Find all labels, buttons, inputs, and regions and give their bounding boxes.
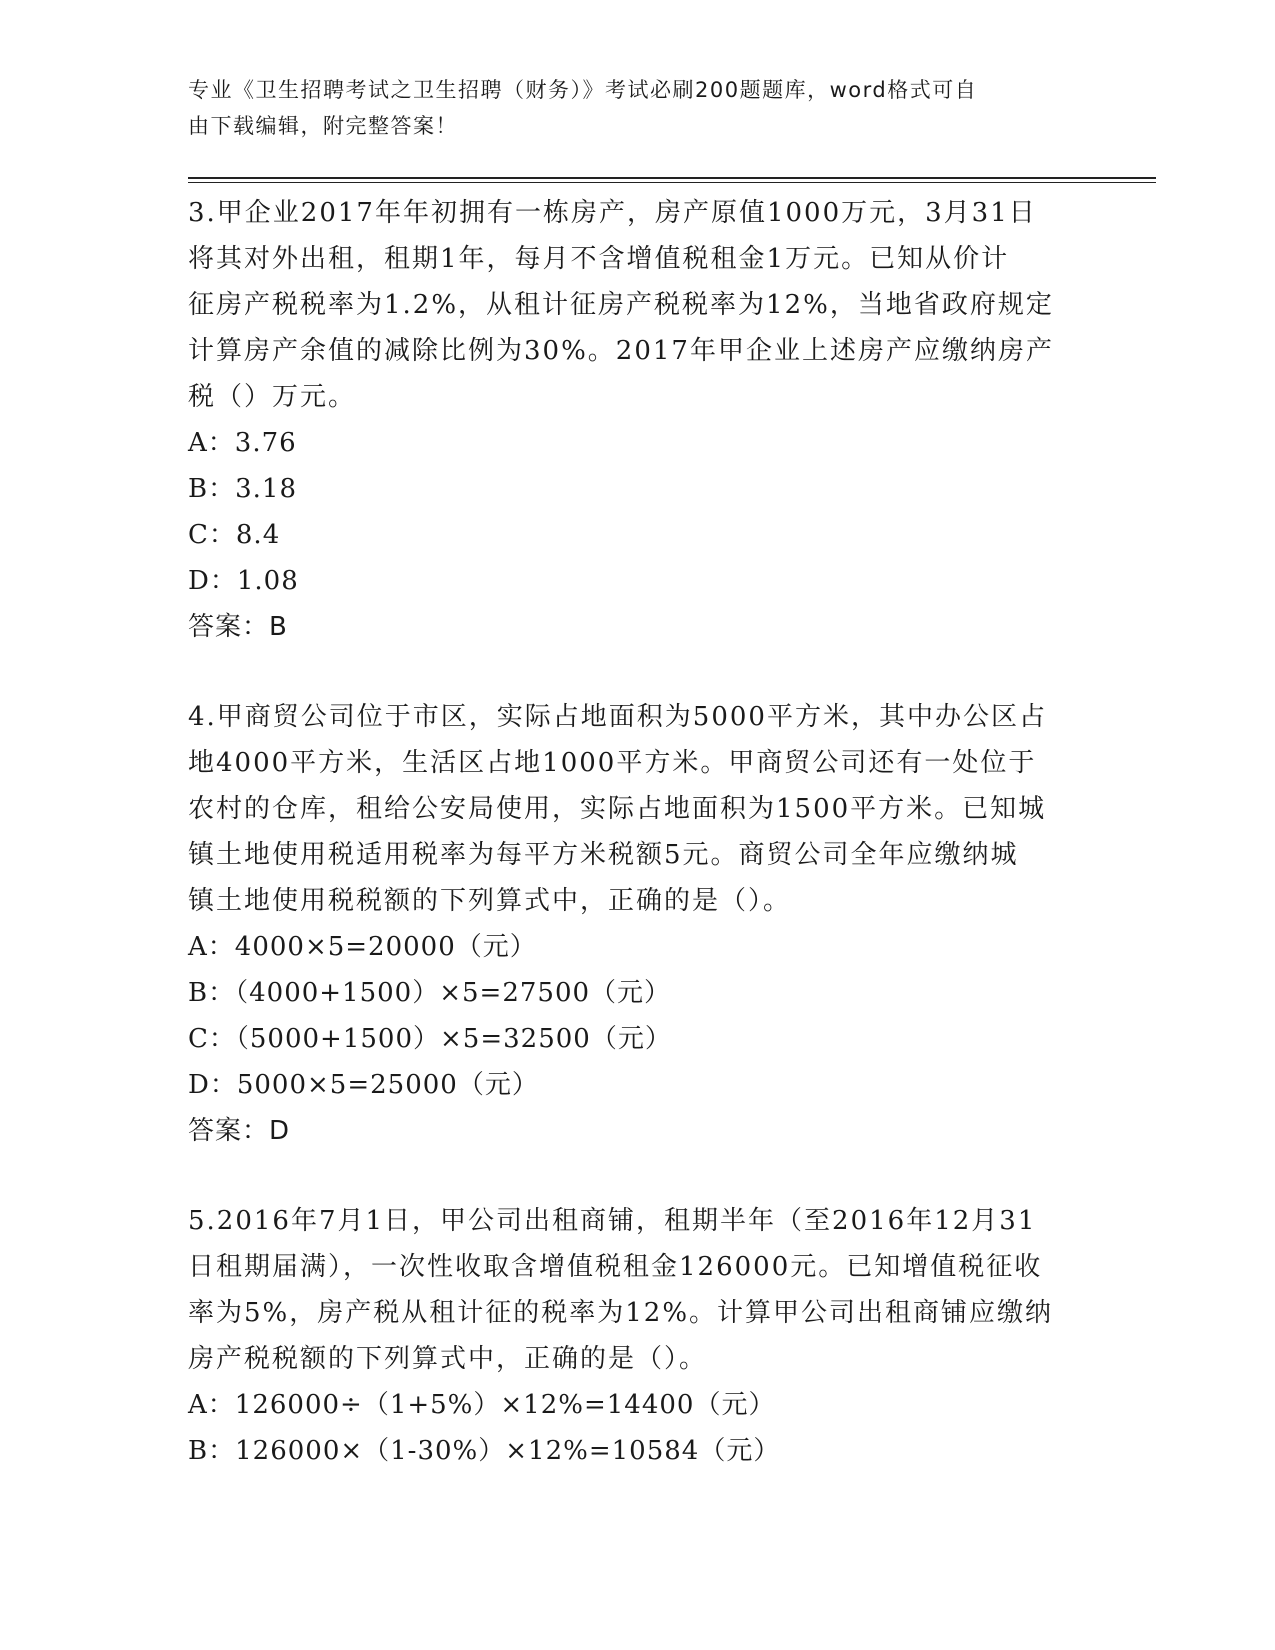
answer-key — [188, 604, 1088, 650]
question-text-line: 计算房产余值的减除比例为30%。2017年甲企业上述房产应缴纳房产 — [188, 336, 1054, 366]
answer-option: C：8.4 — [188, 520, 281, 550]
document-header — [188, 72, 1068, 144]
answer-option: D：5000×5=25000（元） — [188, 1070, 539, 1100]
question-list — [188, 190, 1088, 1518]
question-text-line: 日租期届满），一次性收取含增值税租金126000元。已知增值税征收 — [188, 1252, 1043, 1282]
header-rule-thick — [188, 177, 1156, 179]
question-text-line: 镇土地使用税税额的下列算式中，正确的是（）。 — [188, 886, 792, 916]
answer-value: D — [269, 1116, 291, 1146]
question-text-line: 地4000平方米，生活区占地1000平方米。甲商贸公司还有一处位于 — [188, 748, 1037, 778]
question-text-line: 房产税税额的下列算式中，正确的是（）。 — [188, 1344, 708, 1374]
header-line-1: 专业《卫生招聘考试之卫生招聘（财务）》考试必刷200题题库，word格式可自 — [188, 78, 978, 102]
header-line-2: 由下载编辑，附完整答案！ — [188, 114, 458, 138]
answer-option: B：126000×（1-30%）×12%=10584（元） — [188, 1436, 781, 1466]
question-text-line: 将其对外出租，租期1年，每月不含增值税租金1万元。已知从价计 — [188, 244, 1010, 274]
question-text-line: 征房产税税率为1.2%，从租计征房产税税率为12%，当地省政府规定 — [188, 290, 1054, 320]
answer-label: 答案： — [188, 1116, 270, 1146]
answer-option: C：（5000+1500）×5=32500（元） — [188, 1024, 672, 1054]
answer-option: D：1.08 — [188, 566, 299, 596]
answer-option: A：126000÷（1+5%）×12%=14400（元） — [188, 1390, 776, 1420]
answer-key — [188, 1108, 1088, 1154]
answer-option: A：3.76 — [188, 428, 297, 458]
answer-option: A：4000×5=20000（元） — [188, 932, 537, 962]
question-text-line: 5.2016年7月1日，甲公司出租商铺，租期半年（至2016年12月31 — [188, 1206, 1037, 1236]
header-rule-thin — [188, 182, 1156, 183]
question-text-line: 农村的仓库，租给公安局使用，实际占地面积为1500平方米。已知城 — [188, 794, 1047, 824]
question-text-line: 税（）万元。 — [188, 382, 357, 412]
question-text-line: 3.甲企业2017年年初拥有一栋房产，房产原值1000万元，3月31日 — [188, 198, 1037, 228]
question-text-line: 率为5%，房产税从租计征的税率为12%。计算甲公司出租商铺应缴纳 — [188, 1298, 1054, 1328]
question-text-line: 镇土地使用税适用税率为每平方米税额5元。商贸公司全年应缴纳城 — [188, 840, 1019, 870]
answer-option: B：3.18 — [188, 474, 297, 504]
answer-label: 答案： — [188, 612, 270, 642]
question-block — [188, 190, 1088, 650]
answer-value: B — [269, 612, 288, 642]
question-block — [188, 1198, 1088, 1474]
answer-option: B：（4000+1500）×5=27500（元） — [188, 978, 672, 1008]
question-block — [188, 694, 1088, 1154]
question-text-line: 4.甲商贸公司位于市区，实际占地面积为5000平方米，其中办公区占 — [188, 702, 1047, 732]
